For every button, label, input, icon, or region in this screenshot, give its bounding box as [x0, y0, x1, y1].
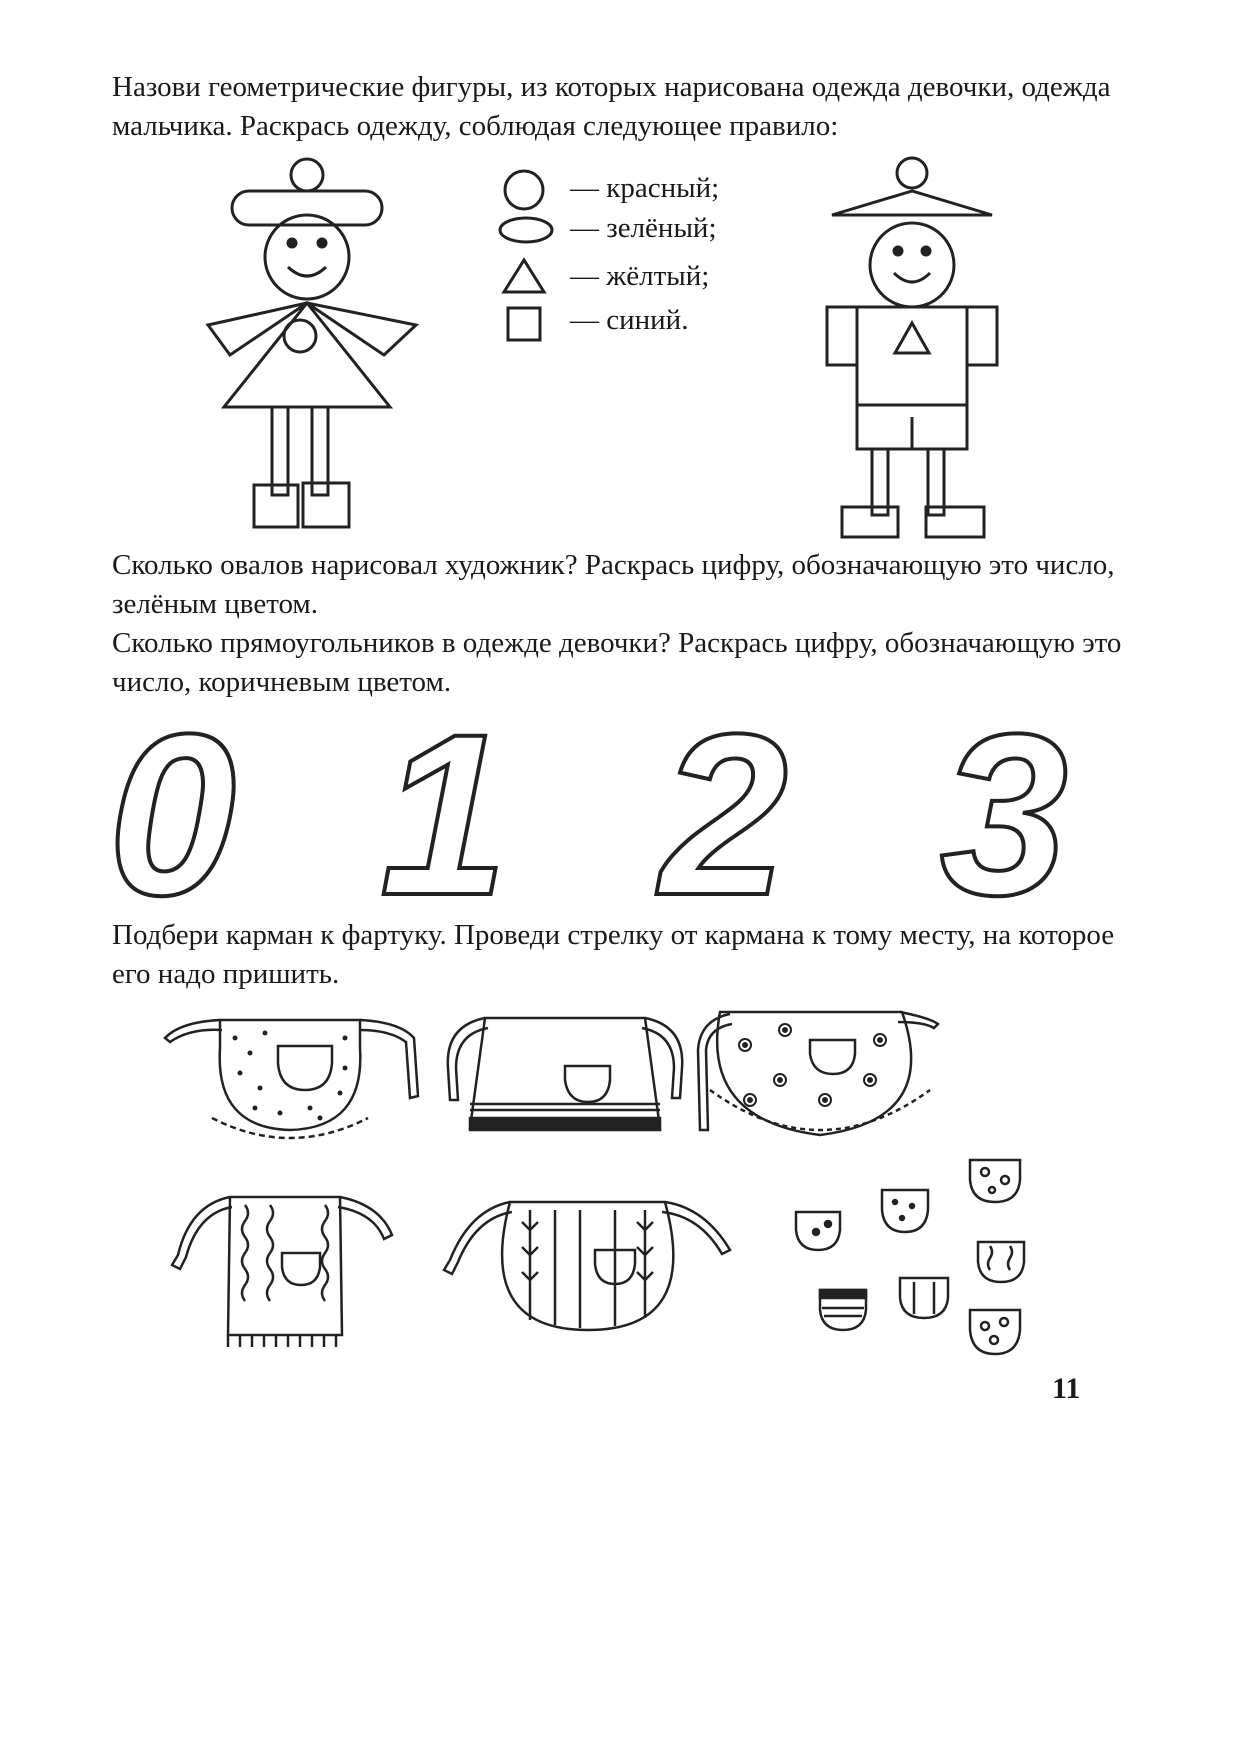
task2-question-rectangles: Сколько прямоугольников в одежде девочки? Раскрась цифру, обозначающую это число, коричневым цветом. — [112, 627, 1122, 698]
apron-ties — [444, 1202, 730, 1274]
digit-1[interactable]: 1 — [380, 686, 508, 943]
task2-question-ovals: Сколько овалов нарисовал художник? Раскрась цифру, обозначающую это число, зелёным цветом. — [112, 549, 1115, 620]
legend-label: — красный; — [570, 172, 720, 204]
task3-instruction: Подбери карман к фартуку. Проведи стрелку от кармана к тому месту, на которое его надо пришить. — [112, 919, 1115, 990]
pocket-wavy[interactable] — [978, 1242, 1024, 1282]
apron-branches[interactable] — [440, 1190, 740, 1340]
legend-label: — зелёный; — [570, 212, 717, 244]
apron-body — [502, 1202, 673, 1330]
pocket-branches[interactable] — [900, 1278, 948, 1318]
square-icon — [500, 300, 550, 340]
boy-hat — [832, 191, 992, 215]
boy-head — [870, 223, 954, 307]
oval-icon — [500, 208, 560, 248]
girl-dress-circle — [284, 320, 316, 352]
circle-icon — [500, 168, 550, 208]
pockets-group — [780, 1150, 1050, 1370]
legend-label: — жёлтый; — [570, 260, 710, 292]
apron-wavy[interactable] — [170, 1185, 400, 1355]
apron-flowers[interactable] — [690, 1000, 950, 1150]
girl-right-sleeve — [307, 303, 416, 355]
boy-figure — [822, 155, 1002, 545]
task1-instruction: Назови геометрические фигуры, из которых нарисована одежда девочки, одежда мальчика. Раскрась одежду, соблюдая следующее правило: — [112, 71, 1111, 142]
pocket-scallop[interactable] — [796, 1212, 840, 1250]
page-number: 11 — [1052, 1372, 1081, 1405]
apron-body — [228, 1197, 342, 1335]
girl-head — [265, 215, 349, 299]
pocket-dots[interactable] — [882, 1190, 928, 1232]
girl-figure — [200, 155, 430, 535]
pocket-flowers[interactable] — [970, 1160, 1020, 1202]
digit-3[interactable]: 3 — [940, 686, 1068, 943]
triangle-icon — [500, 256, 550, 296]
digit-0[interactable]: 0 — [108, 686, 236, 943]
digit-2[interactable]: 2 — [660, 686, 788, 943]
legend-label: — синий. — [570, 304, 689, 336]
apron-pocket — [810, 1040, 855, 1074]
girl-hat-ball — [291, 159, 323, 191]
apron-pocket — [278, 1046, 332, 1090]
apron-dotted[interactable] — [160, 1008, 430, 1148]
girl-left-sleeve — [208, 303, 307, 355]
apron-pocket — [565, 1066, 610, 1102]
girl-dress — [224, 303, 390, 407]
girl-hat-brim — [232, 191, 382, 225]
boy-hat-ball — [897, 158, 927, 188]
pocket-striped[interactable] — [820, 1290, 866, 1330]
apron-striped-hem[interactable] — [440, 1008, 690, 1148]
pocket-circles[interactable] — [970, 1310, 1020, 1354]
apron-pocket — [282, 1253, 320, 1285]
boy-shirt-triangle — [895, 323, 929, 353]
